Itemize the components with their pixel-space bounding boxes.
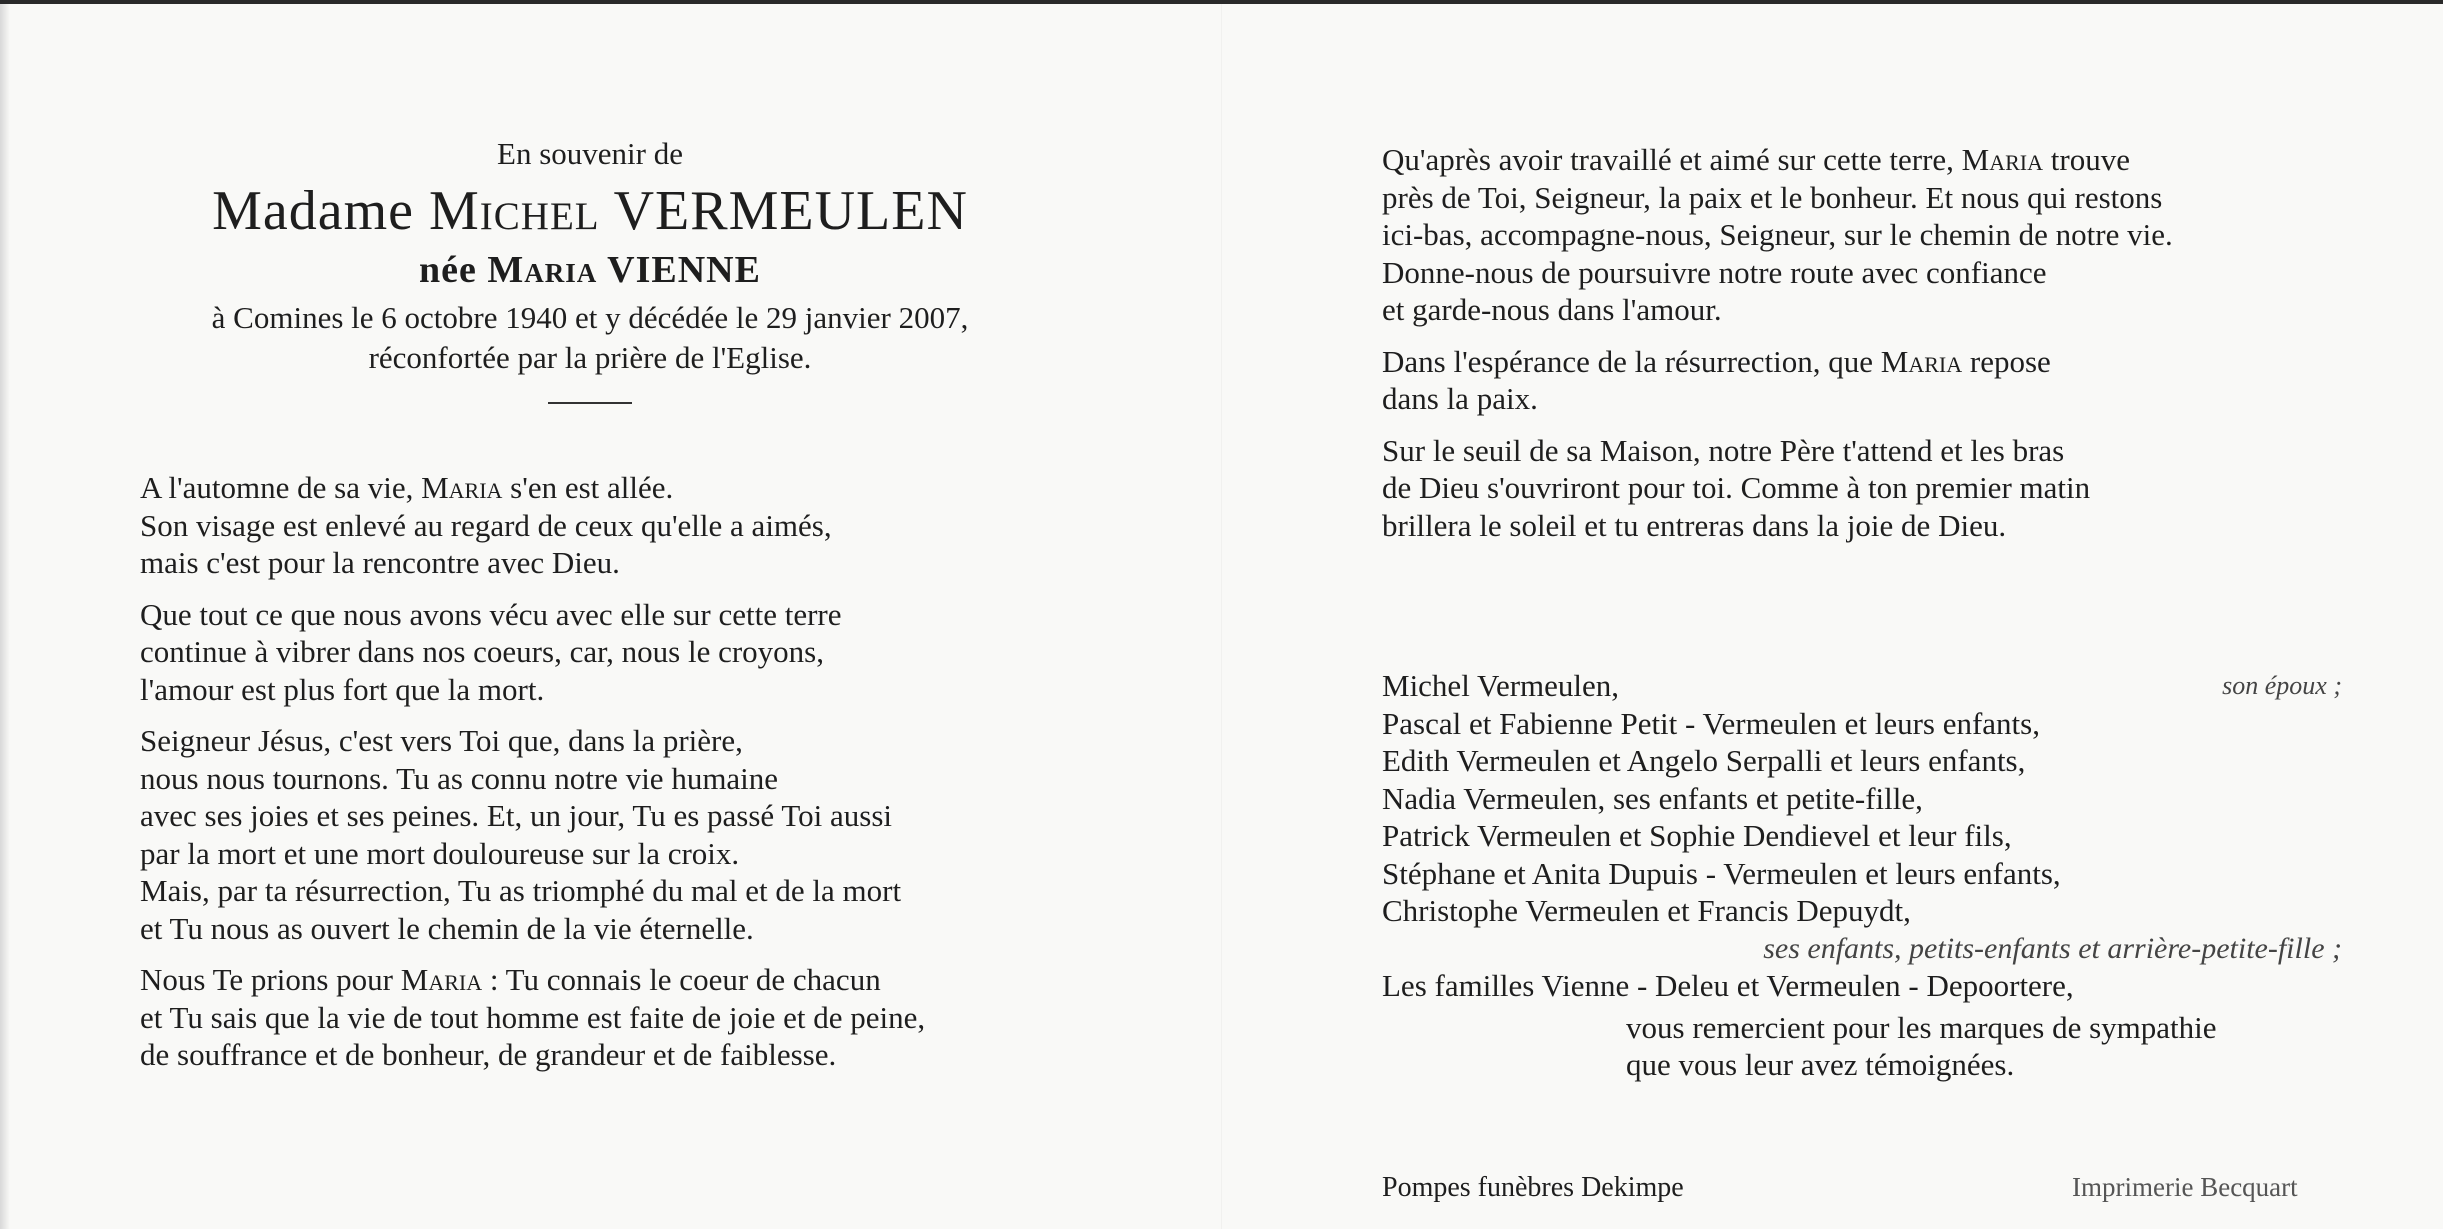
- deceased-name: [110, 176, 1070, 246]
- family-line: Christophe Vermeulen et Francis Depuydt,: [1382, 893, 1911, 928]
- text: brillera le soleil et tu entreras dans la joie de Dieu.: [1382, 507, 2007, 543]
- paragraph: [140, 469, 1100, 582]
- text: repose: [1969, 343, 2051, 379]
- text: Dans l'espérance de la résurrection, que: [1382, 343, 1874, 379]
- text: Nous Te prions pour: [140, 962, 393, 997]
- family-line: Pascal et Fabienne Petit - Vermeulen et leurs enfants,: [1382, 705, 2040, 741]
- comfort-line: réconfortée par la prière de l'Eglise.: [368, 340, 812, 375]
- text: Son visage est enlevé au regard de ceux qu'elle a aimés,: [140, 507, 832, 543]
- text: Qu'après avoir travaillé et aimé sur cette terre,: [1382, 142, 1954, 177]
- in-memory-of: En souvenir de: [497, 136, 683, 171]
- text: Donne-nous de poursuivre notre route avec confiance: [1382, 254, 2047, 290]
- family-line: Stéphane et Anita Dupuis - Vermeulen et leurs enfants,: [1382, 855, 2061, 891]
- thanks-line: que vous leur avez témoignées.: [1626, 1047, 2015, 1082]
- family-line: [1382, 667, 2342, 705]
- paragraph: [140, 961, 1100, 1074]
- paragraph: [140, 722, 1100, 947]
- text: continue à vibrer dans nos coeurs, car, nous le croyons,: [140, 634, 824, 669]
- dates-line: à Comines le 6 octobre 1940 et y décédée le 29 janvier 2007,: [211, 300, 969, 335]
- husband-role: son époux ;: [2222, 671, 2342, 700]
- text: nous nous tournons. Tu as connu notre vie humaine: [140, 760, 779, 796]
- name-last: VERMEULEN: [613, 180, 968, 242]
- paragraph: [1382, 432, 2382, 545]
- text: Mais, par ta résurrection, Tu as triomphé du mal et de la mort: [140, 873, 902, 908]
- text: et garde-nous dans l'amour.: [1382, 292, 1722, 327]
- text: par la mort et une mort douloureuse sur la croix.: [140, 835, 740, 871]
- text: trouve: [2050, 142, 2130, 177]
- text: et Tu sais que la vie de tout homme est faite de joie et de peine,: [140, 999, 926, 1035]
- name-mention: Maria: [421, 470, 503, 505]
- text: A l'automne de sa vie,: [140, 470, 414, 505]
- text: ici-bas, accompagne-nous, Seigneur, sur le chemin de notre vie.: [1382, 217, 2173, 252]
- paragraph: [140, 596, 1100, 709]
- paragraph: [1382, 141, 2382, 329]
- text: avec ses joies et ses peines. Et, un jour, Tu es passé Toi aussi: [140, 798, 892, 833]
- family-line: Nadia Vermeulen, ses enfants et petite-fille,: [1382, 780, 1923, 816]
- fold-line: [1221, 4, 1222, 1229]
- thanks-line: vous remercient pour les marques de sympathie: [1626, 1009, 2217, 1045]
- born-last: VIENNE: [607, 249, 761, 291]
- right-panel: [1382, 141, 2382, 558]
- name-prefix: Madame: [212, 180, 414, 242]
- left-text: [140, 469, 1100, 1074]
- text: mais c'est pour la rencontre avec Dieu.: [140, 545, 620, 580]
- born-first: Maria: [487, 249, 598, 291]
- printer: Imprimerie Becquart: [2072, 1172, 2298, 1202]
- text: dans la paix.: [1382, 381, 1538, 416]
- husband: Michel Vermeulen,: [1382, 668, 1620, 703]
- family-list: [1382, 667, 2342, 1084]
- paragraph: [1382, 343, 2382, 418]
- name-mention: Maria: [1880, 343, 1963, 379]
- funeral-home: Pompes funèbres Dekimpe: [1382, 1172, 1684, 1203]
- family-line: Patrick Vermeulen et Sophie Dendievel et leur fils,: [1382, 818, 2012, 853]
- name-mention: Maria: [1961, 142, 2044, 177]
- left-panel: [140, 134, 1100, 1088]
- text: l'amour est plus fort que la mort.: [140, 671, 545, 707]
- heading: [110, 134, 1070, 404]
- text: Que tout ce que nous avons vécu avec elle sur cette terre: [140, 596, 842, 632]
- born-prefix: née: [419, 249, 477, 291]
- text: Sur le seuil de sa Maison, notre Père t'attend et les bras: [1382, 432, 2065, 468]
- text: de souffrance et de bonheur, de grandeur et de faiblesse.: [140, 1037, 837, 1072]
- divider: [548, 402, 632, 404]
- text: de Dieu s'ouvriront pour toi. Comme à ton premier matin: [1382, 470, 2091, 505]
- text: Seigneur Jésus, c'est vers Toi que, dans la prière,: [140, 723, 743, 758]
- name-first: Michel: [429, 180, 600, 242]
- families-line: Les familles Vienne - Deleu et Vermeulen - Depoortere,: [1382, 968, 2074, 1003]
- family-line: Edith Vermeulen et Angelo Serpalli et leurs enfants,: [1382, 743, 2026, 778]
- text: : Tu connais le coeur de chacun: [489, 962, 881, 997]
- text: et Tu nous as ouvert le chemin de la vie éternelle.: [140, 910, 754, 946]
- descendants-role: ses enfants, petits-enfants et arrière-petite-fille ;: [1763, 931, 2342, 965]
- descendants-line: [1382, 930, 2342, 968]
- maiden-name: [110, 246, 1070, 294]
- text: près de Toi, Seigneur, la paix et le bonheur. Et nous qui restons: [1382, 179, 2163, 215]
- name-mention: Maria: [400, 962, 483, 997]
- text: s'en est allée.: [510, 470, 674, 505]
